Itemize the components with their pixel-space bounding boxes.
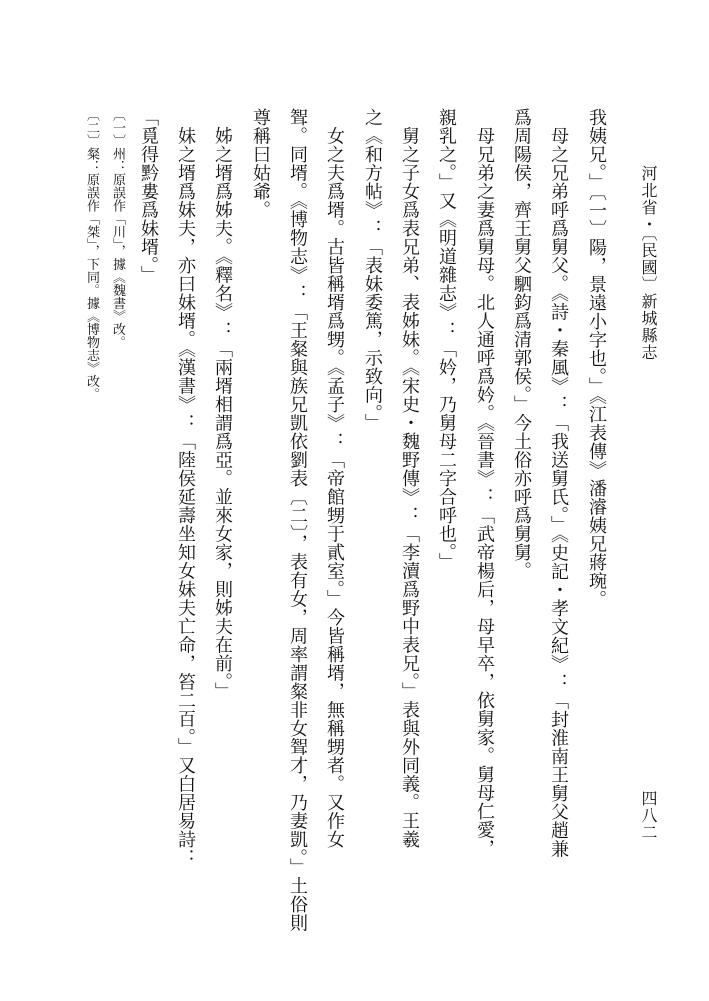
text-column-2: 母之兄弟呼爲舅父。《詩・秦風》：「我送舅氏。」《史記・孝文紀》：「封淮南王舅父趙兼 — [548, 108, 569, 858]
text-column-9: 聟。同壻。《博物志》：「王粲與族兄凱依劉表〔二〕，表有女，周率謂粲非女聟才，乃妻凱。」土俗則 — [287, 108, 308, 932]
text-column-5: 親乳之。」又《明道雜志》：「妗，乃舅母二字合呼也。」 — [436, 108, 457, 571]
text-column-12: 妹之壻爲妹夫，亦曰妹壻。《漢書》：「陸侯延壽坐知女妹夫亡命，笞二百。」又白居易詩： — [175, 108, 196, 867]
page-header-title: 河北省・〔民國〕新城縣志 — [639, 165, 658, 361]
text-column-8: 女之夫爲壻。古皆稱壻爲甥。《孟子》：「帝館甥于貳室。」今皆稱壻，無稱甥者。又作女 — [324, 108, 345, 849]
footnote-2: 〔二〕粲：原誤作「桀」，下同。據《博物志》改。 — [84, 108, 99, 401]
text-column-10: 尊稱曰姑爺。 — [250, 108, 271, 219]
footnote-1: 〔一〕州：原誤作「川」，據《魏書》改。 — [110, 108, 125, 349]
text-column-4: 母兄弟之妻爲舅母。北人通呼爲妗。《晉書》：「武帝楊后，母早卒，依舅家。舅母仁愛， — [474, 108, 495, 858]
text-column-11: 姊之壻爲姊夫。《釋名》：「兩壻相謂爲亞。並來女家，則姊夫在前。」 — [212, 108, 233, 701]
text-column-3: 爲周陽侯，齊王舅父駟鈞爲清郭侯。」今土俗亦呼爲舅舅。 — [511, 108, 532, 580]
page-number: 四八二 — [639, 790, 658, 841]
text-column-13: 「覓得黔婁爲妹壻。」 — [138, 108, 159, 284]
text-column-1: 我姨兄。」〔一〕陽，景遠小字也。」《江表傳》潘濬姨兄蔣琬。 — [586, 108, 607, 609]
text-column-6: 舅之子女爲表兄弟、表姊妹。《宋史・魏野傳》：「李瀆爲野中表兄。」表與外同義。王羲 — [399, 108, 420, 849]
text-column-7: 之《和方帖》：「表妹委篤，示致向。」 — [362, 108, 383, 432]
